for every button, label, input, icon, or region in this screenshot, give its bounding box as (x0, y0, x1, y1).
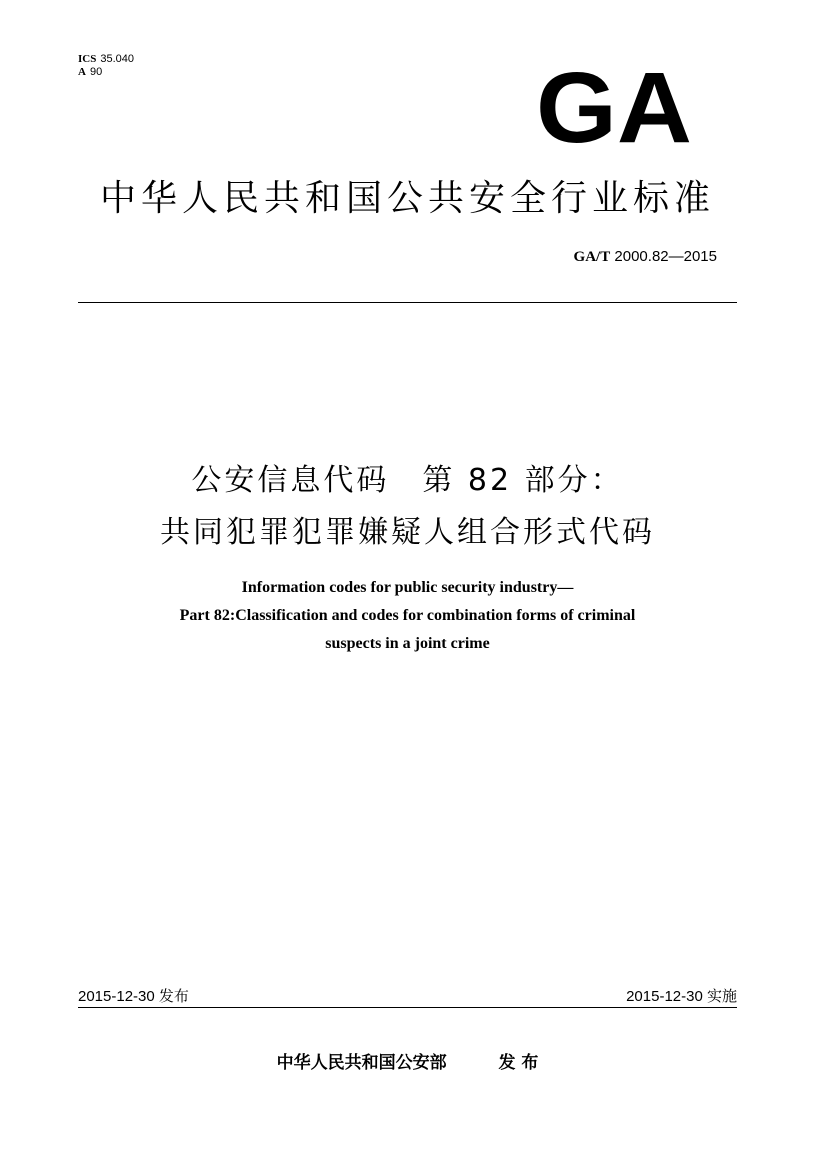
org-title: 中华人民共和国公共安全行业标准 (99, 178, 715, 219)
ics-code (78, 53, 134, 66)
issuer-name: 中华人民共和国公安部 (276, 1053, 447, 1073)
ga-logo-text: GA (536, 66, 692, 144)
classification-codes (78, 53, 134, 79)
standard-number-value: 2000.82—2015 (614, 248, 717, 265)
standard-prefix: GA/T (573, 249, 611, 265)
implement-date: 2015-12-30 实施 (626, 988, 737, 1005)
ics-label: ICS (78, 53, 97, 65)
ccs-code (78, 66, 134, 79)
ics-value: 35.040 (100, 53, 134, 65)
issue-date: 2015-12-30 发布 (78, 988, 189, 1005)
ga-logo (535, 66, 693, 144)
en-title-line1: Information codes for public security industry— (241, 579, 574, 596)
footer-divider (78, 1007, 737, 1008)
issuer (0, 1048, 815, 1073)
ccs-value: 90 (89, 66, 103, 78)
zh-title-line1: 公安信息代码 第 82 部分： (191, 463, 624, 498)
issuer-action: 发 布 (498, 1053, 539, 1073)
ccs-label: A (78, 66, 86, 78)
header-divider (78, 302, 737, 303)
standard-number (574, 248, 717, 266)
zh-title-line2: 共同犯罪犯罪嫌疑人组合形式代码 (160, 515, 655, 550)
en-title-line2: Part 82:Classification and codes for combination forms of criminal (179, 607, 636, 624)
en-title-line3: suspects in a joint crime (325, 635, 490, 652)
